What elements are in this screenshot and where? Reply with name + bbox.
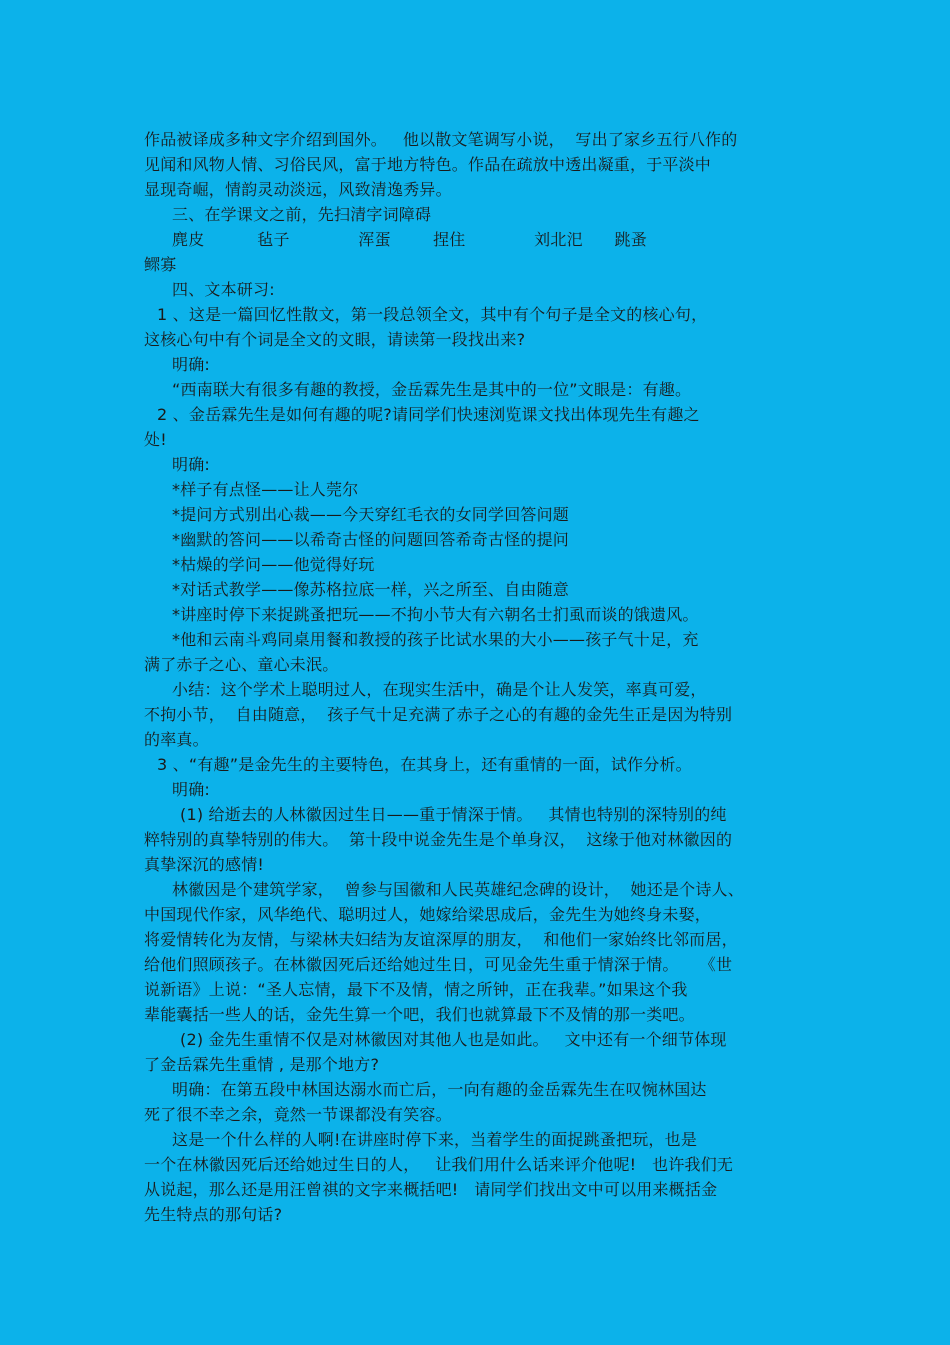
text-line: 麂皮 毡子 浑蛋 捏住 刘北汜 跳蚤 [172,230,647,249]
text-line: 明确: [172,355,210,374]
text-line: 一个在林徽因死后还给她过生日的人， 让我们用什么话来评介他呢! 也许我们无 [144,1155,734,1174]
text-line: 先生特点的那句话? [144,1205,283,1224]
text-line: 将爱情转化为友情，与梁林夫妇结为友谊深厚的朋友， 和他们一家始终比邻而居， [144,930,738,949]
text-line: *枯燥的学问——他觉得好玩 [172,555,375,574]
text-line: 1 、这是一篇回忆性散文，第一段总领全文，其中有个句子是全文的核心句， [157,305,708,324]
text-line: 满了赤子之心、童心未泯。 [144,655,339,674]
text-line: *幽默的答问——以希奇古怪的问题回答希奇古怪的提问 [172,530,570,549]
text-line: 鳏寡 [144,255,177,274]
text-line: (2) 金先生重情不仅是对林徽因对其他人也是如此。 文中还有一个细节体现 [180,1030,727,1049]
text-line: 林徽因是个建筑学家， 曾参与国徽和人民英雄纪念碑的设计， 她还是个诗人、 [172,880,744,899]
text-line: 中国现代作家，风华绝代、聪明过人，她嫁给梁思成后，金先生为她终身未娶， [144,905,712,924]
text-line: 这是一个什么样的人啊!在讲座时停下来，当着学生的面捉跳蚤把玩，也是 [172,1130,698,1149]
text-line: 辈能囊括一些人的话，金先生算一个吧，我们也就算最下不及情的那一类吧。 [144,1005,695,1024]
text-line: 的率真。 [144,730,209,749]
text-line: 粹特别的真挚特别的伟大。 第十段中说金先生是个单身汉， 这缘于他对林徽因的 [144,830,733,849]
text-line: 三、在学课文之前，先扫清字词障碍 [172,205,432,224]
text-line: 见闻和风物人情、习俗民风，富于地方特色。作品在疏放中透出凝重，于平淡中 [144,155,712,174]
text-line: 真挚深沉的感情! [144,855,265,874]
text-line: 说新语》上说：“圣人忘情，最下不及情，情之所钟，正在我辈。”如果这个我 [144,980,688,999]
text-line: *讲座时停下来捉跳蚤把玩——不拘小节大有六朝名士扪虱而谈的饿遗风。 [172,605,699,624]
text-line: 明确：在第五段中林国达溺水而亡后，一向有趣的金岳霖先生在叹惋林国达 [172,1080,707,1099]
text-line: 不拘小节， 自由随意， 孩子气十足充满了赤子之心的有趣的金先生正是因为特别 [144,705,733,724]
text-line: 明确: [172,455,210,474]
text-line: *样子有点怪——让人莞尔 [172,480,359,499]
text-line: 明确: [172,780,210,799]
text-line: *提问方式别出心裁——今天穿红毛衣的女同学回答问题 [172,505,570,524]
text-line: (1) 给逝去的人林徽因过生日——重于情深于情。 其情也特别的深特别的纯 [180,805,727,824]
text-line: 2 、金岳霖先生是如何有趣的呢?请同学们快速浏览课文找出体现先生有趣之 [157,405,700,424]
text-line: 了金岳霖先生重情 , 是那个地方? [144,1055,380,1074]
text-line: 死了很不幸之余，竟然一节课都没有笑容。 [144,1105,452,1124]
text-line: 作品被译成多种文字介绍到国外。 他以散文笔调写小说， 写出了家乡五行八作的 [144,130,738,149]
text-line: 给他们照顾孩子。在林徽因死后还给她过生日，可见金先生重于情深于情。 《世 [144,955,733,974]
text-line: 处! [144,430,167,449]
text-line: 显现奇崛，情韵灵动淡远，风致清逸秀异。 [144,180,452,199]
text-line: “西南联大有很多有趣的教授，金岳霖先生是其中的一位”文眼是：有趣。 [172,380,692,399]
text-line: 四、文本研习: [172,280,275,299]
text-line: 这核心句中有个词是全文的文眼，请读第一段找出来? [144,330,526,349]
text-line: 小结：这个学术上聪明过人，在现实生活中，确是个让人发笑，率真可爱， [172,680,707,699]
text-line: 3 、“有趣”是金先生的主要特色，在其身上，还有重情的一面，试作分析。 [157,755,692,774]
text-line: *对话式教学——像苏格拉底一样，兴之所至、自由随意 [172,580,570,599]
text-line: 从说起，那么还是用汪曾祺的文字来概括吧! 请同学们找出文中可以用来概括金 [144,1180,718,1199]
text-line: *他和云南斗鸡同桌用餐和教授的孩子比试水果的大小——孩子气十足，充 [172,630,699,649]
